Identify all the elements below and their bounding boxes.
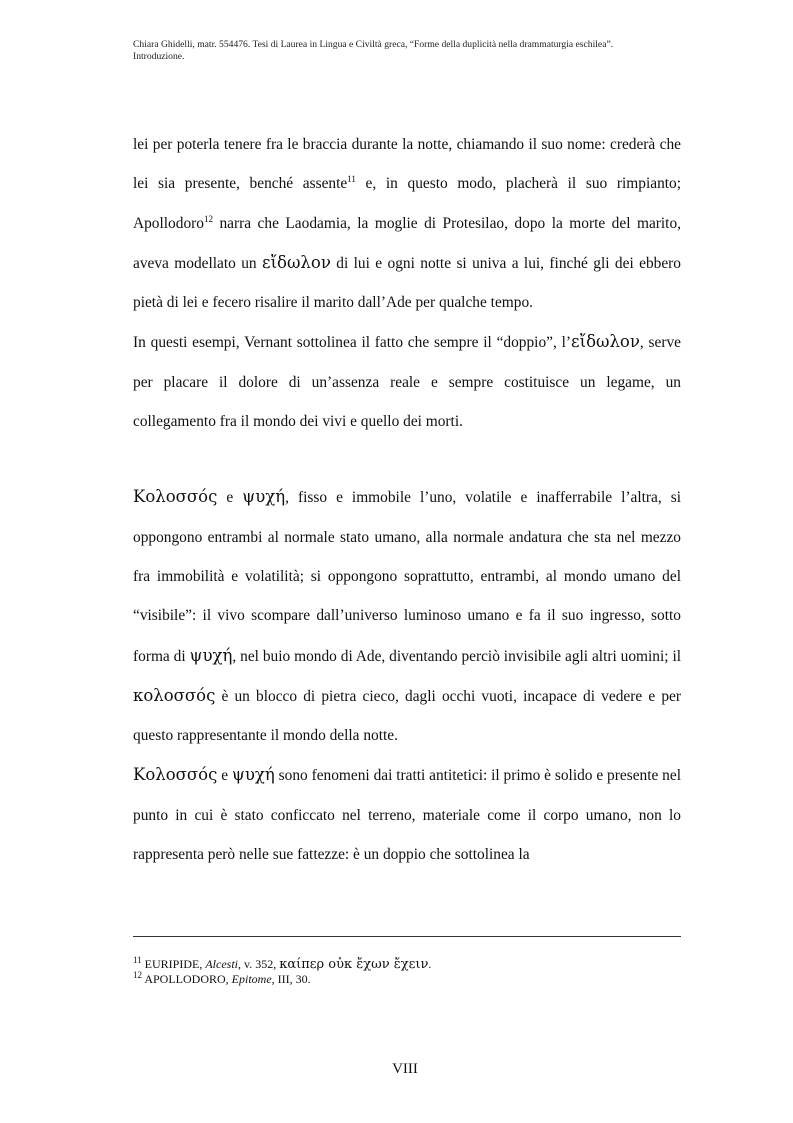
header-line-1: Chiara Ghidelli, matr. 554476. Tesi di Laurea in Lingua e Civiltà greca, “Forme della duplicità nella drammaturgia eschilea”. [133,39,614,50]
footnote-11-ref: , v. 352, [238,957,280,971]
paragraph-1 [133,125,681,322]
greek-word-eidolon-2: εἴδωλον [571,332,640,352]
footnote-12-number: 12 [133,970,142,980]
footnote-ref-11: 11 [347,174,356,185]
paragraph-4-text-1: e [217,767,232,785]
paragraph-1-text-3: narra che Laodamia, la moglie di Protesilao, dopo la morte del marito, aveva modellato un [133,214,681,272]
footnotes [133,957,693,986]
footnote-11-author: EURIPIDE, [141,957,206,971]
paragraph-4 [133,755,681,874]
footnote-12-work: Epitome, [231,972,275,986]
greek-word-psyche: ψυχή [242,487,286,507]
paragraph-1-text-1: lei per poterla tenere fra le braccia durante la notte, chiamando il suo nome: crederà che lei sia presente, benché assente [133,136,681,193]
footnote-separator [133,936,681,937]
footnote-ref-12: 12 [203,213,213,224]
paragraph-2-text-1: In questi esempi, Vernant sottolinea il fatto che sempre il “doppio”, l’ [133,334,572,352]
greek-word-psyche-3: ψυχή [231,765,275,785]
footnote-12 [133,972,693,986]
paragraph-2-text-2: , serve per placare il dolore di un’assenza reale e sempre costituisce un legame, un collegamento fra il mondo dei vivi e quello dei morti. [133,334,681,431]
paragraph-4-text-2: sono fenomeni dai tratti antitetici: il primo è solido e presente nel punto in cui è stato conficcato nel terreno, materiale come il corpo umano, non lo rappresenta però nelle sue fattezze: è un doppio che sottolinea la [133,767,681,864]
paragraph-3-text-4: è un blocco di pietra cieco, dagli occhi vuoti, incapace di vedere e per questo rappresentante il mondo della notte. [133,687,681,745]
paragraph-3-text-1: e [217,489,243,507]
footnote-12-ref: III, 30. [274,972,311,986]
greek-word-eidolon: εἴδωλον [262,252,331,272]
page-number: VIII [392,1061,418,1077]
paragraph-3-text-2: , fisso e immobile l’uno, volatile e inafferrabile l’altra, si oppongono entrambi al normale stato umano, alla normale andatura che sta nel mezzo fra immobilità e volatilità; si oppongono soprattutto, entrambi, al mondo umano del “visibile”: il vivo scompare dall’universo luminoso umano e fa il suo ingresso, sotto forma di [133,489,681,665]
footnote-12-author: APOLLODORO, [142,972,232,986]
footnote-11 [133,957,693,972]
paragraph-1-text-4: di lui e ogni notte si univa a lui, finché gli dei ebbero pietà di lei e fecero risalire il marito dall’Ade per qualche tempo. [133,254,681,312]
footnote-11-end: . [428,957,432,971]
footnote-11-number: 11 [133,955,142,965]
body-text [133,125,681,874]
running-header [133,39,693,63]
footnote-11-work: Alcesti [205,957,238,971]
greek-word-kolossos: Κολοσσός [133,487,218,507]
header-line-2: Introduzione. [133,51,185,62]
greek-word-kolossos-3: Κολοσσός [133,765,218,785]
paragraph-2 [133,322,681,441]
paragraph-3-text-3: , nel buio mondo di Ade, diventando perciò invisibile agli altri uomini; il [232,647,681,665]
greek-word-psyche-2: ψυχή [189,645,233,665]
footnote-11-greek: καίπερ οὐκ ἔχων ἔχειν [279,957,429,972]
paragraph-1-text-2: e, in questo modo, placherà il suo rimpianto; Apollodoro [133,175,682,232]
paragraph-3 [133,477,681,755]
greek-word-kolossos-2: κολοσσός [133,685,216,705]
